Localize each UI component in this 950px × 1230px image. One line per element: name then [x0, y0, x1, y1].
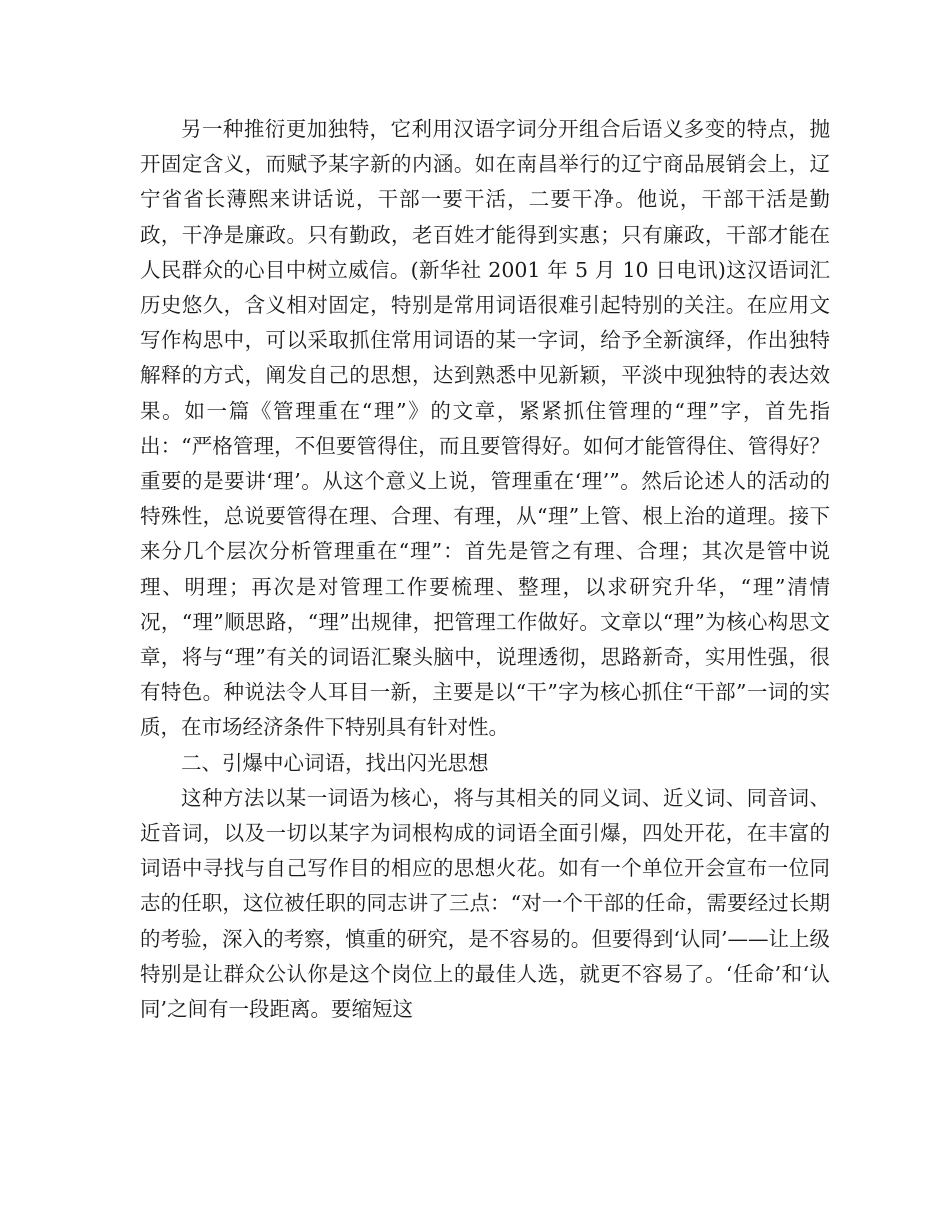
section-heading: 二、引爆中心词语，找出闪光思想 [181, 750, 489, 775]
paragraph-2: 这种方法以某一词语为核心，将与其相关的同义词、近义词、同音词、近音词，以及一切以某字为词根构成的词语全面引爆，四处开花，在丰富的词语中寻找与自己写作目的相应的思想火花。如有一个单位开会宣布一位同志的任职，这位被任职的同志讲了三点：“对一个干部的任命，需要经过长期的考验，深入的考察，慎重的研究，是不容易的。但要得到‘认同’——让上级特别是让群众公认你是这个岗位上的最佳人选，就更不容易了。‘任命’和‘认同’之间有一段距离。要缩短这 [140, 785, 830, 1022]
paragraph-1: 另一种推衍更加独特，它利用汉语字词分开组合后语义多变的特点，抛开固定含义，而赋予某字新的内涵。如在南昌举行的辽宁商品展销会上，辽宁省省长薄熙来讲话说，干部一要干活，二要干净。他说，干部干活是勤政，干净是廉政。只有勤政，老百姓才能得到实惠；只有廉政，干部才能在人民群众的心目中树立威信。(新华社 2001 年 5 月 10 日电讯)这汉语词汇历史悠久，含义相对固定，特别是常用词语很难引起特别的关注。在应用文写作构思中，可以采取抓住常用词语的某一字词，给予全新演绎，作出独特解释的方式，阐发自己的思想，达到熟悉中见新颖，平淡中现独特的表达效果。如一篇《管理重在“理”》的文章，紧紧抓住管理的“理”字，首先指出：“严格管理，不但要管得住，而且要管得好。如何才能管得住、管得好？重要的是要讲‘理’。从这个意义上说，管理重在‘理’”。然后论述人的活动的特殊性，总说要管得在理、合理、有理，从“理”上管、根上治的道理。接下来分几个层次分析管理重在“理”：首先是管之有理、合理；其次是管中说理、明理；再次是对管理工作要梳理、整理，以求研究升华，“理”清情况，“理”顺思路，“理”出规律，把管理工作做好。文章以“理”为核心构思文章，将与“理”有关的词语汇聚头脑中，说理透彻，思路新奇，实用性强，很有特色。种说法令人耳目一新，主要是以“干”字为核心抓住“干部”一词的实质，在市场经济条件下特别具有针对性。 [140, 117, 830, 740]
document-body [140, 112, 830, 1027]
